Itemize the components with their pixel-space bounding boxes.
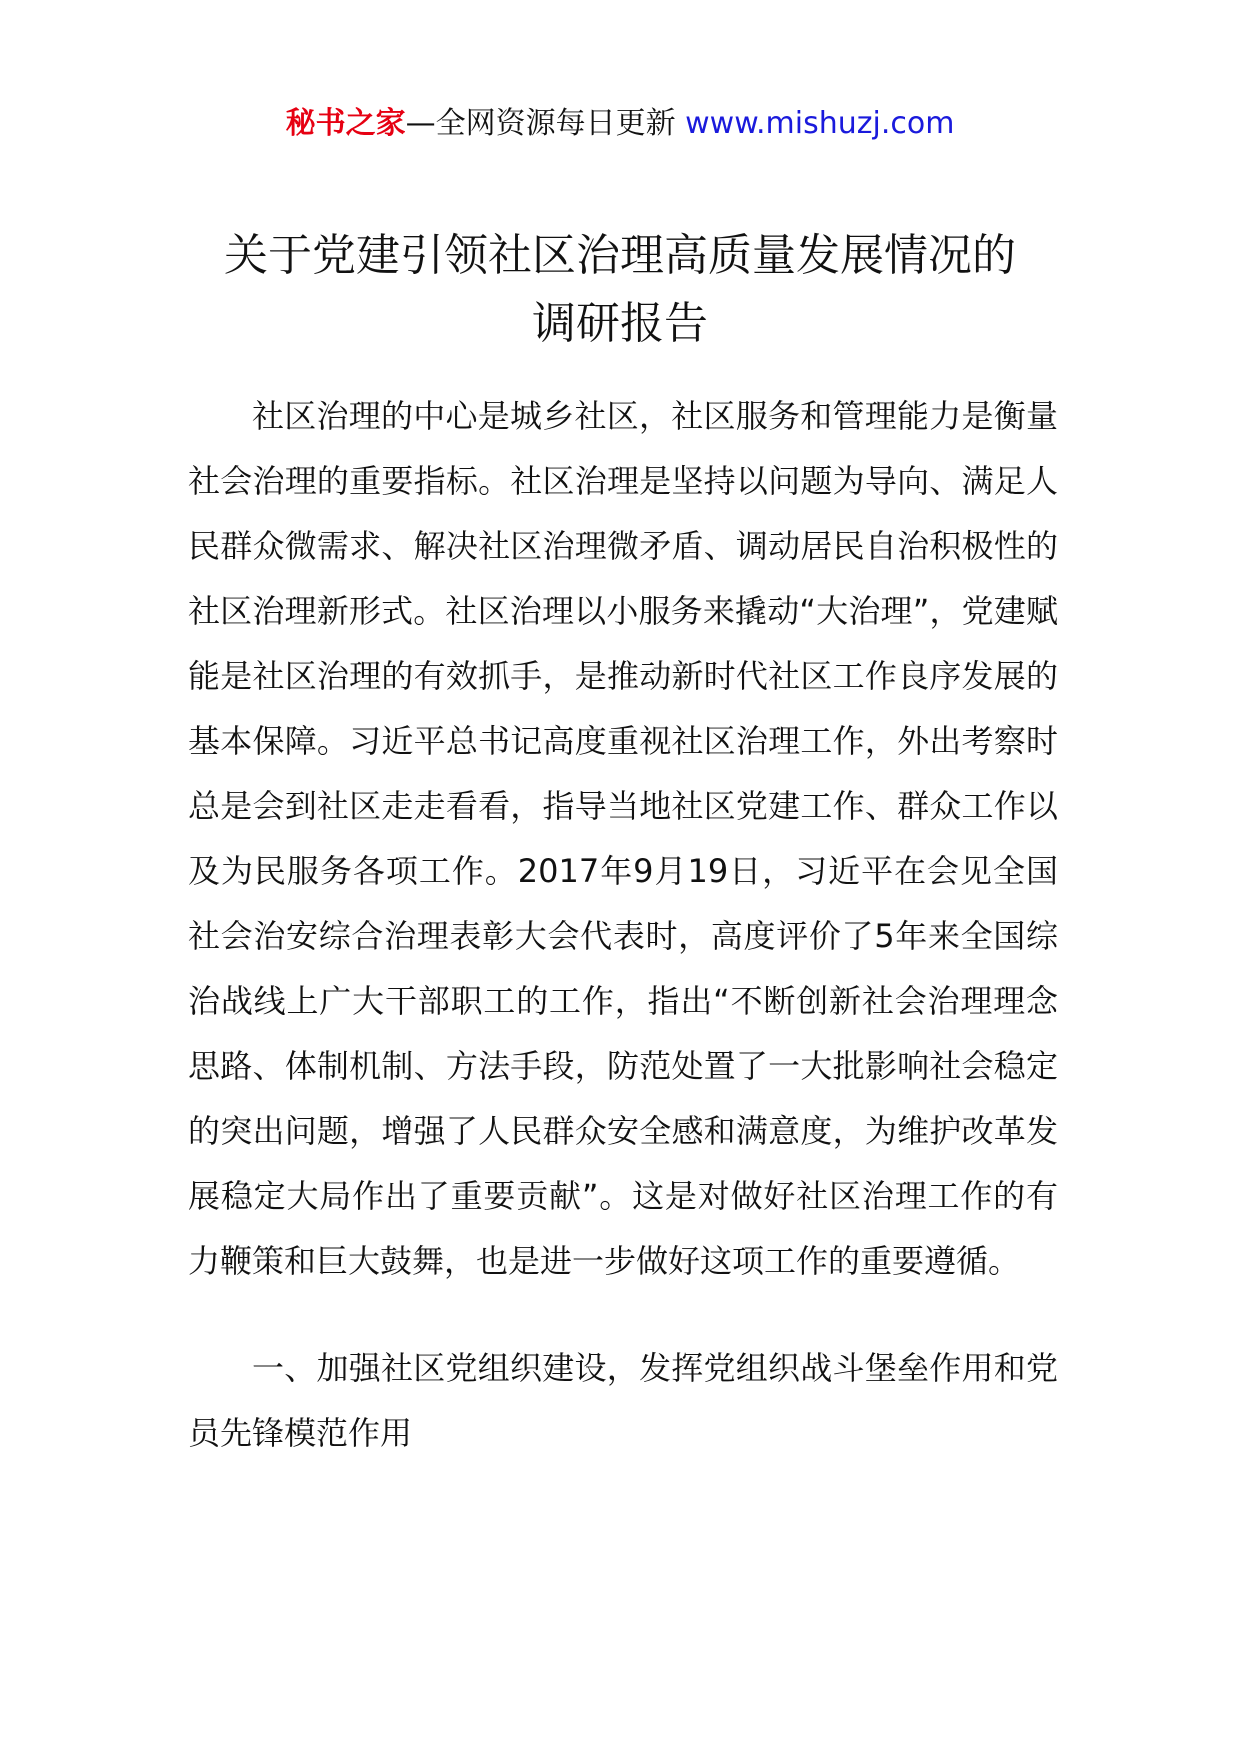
site-brand: 秘书之家 <box>285 106 406 141</box>
document-title <box>160 222 1080 358</box>
document-body <box>188 384 1058 1466</box>
site-url-link[interactable]: www.mishuzj.com <box>685 106 955 141</box>
document-title-line-2: 调研报告 <box>532 298 708 349</box>
section-heading-1: 一、加强社区党组织建设，发挥党组织战斗堡垒作用和党员先锋模范作用 <box>188 1349 1058 1452</box>
site-slogan: —全网资源每日更新 <box>405 106 676 141</box>
body-paragraph-1: 社区治理的中心是城乡社区，社区服务和管理能力是衡量社会治理的重要指标。社区治理是坚持以问题为导向、满足人民群众微需求、解决社区治理微矛盾、调动居民自治积极性的社区治理新形式。社区治理以小服务来撬动“大治理”，党建赋能是社区治理的有效抓手，是推动新时代社区工作良序发展的基本保障。习近平总书记高度重视社区治理工作，外出考察时总是会到社区走走看看，指导当地社区党建工作、群众工作以及为民服务各项工作。2017年9月19日，习近平在会见全国社会治安综合治理表彰大会代表时，高度评价了5年来全国综治战线上广大干部职工的工作，指出“不断创新社会治理理念思路、体制机制、方法手段，防范处置了一大批影响社会稳定的突出问题，增强了人民群众安全感和满意度，为维护改革发展稳定大局作出了重要贡献”。这是对做好社区治理工作的有力鞭策和巨大鼓舞，也是进一步做好这项工作的重要遵循。 <box>188 397 1058 1280</box>
document-title-line-1: 关于党建引领社区治理高质量发展情况的 <box>224 230 1016 281</box>
site-header <box>0 98 1240 150</box>
